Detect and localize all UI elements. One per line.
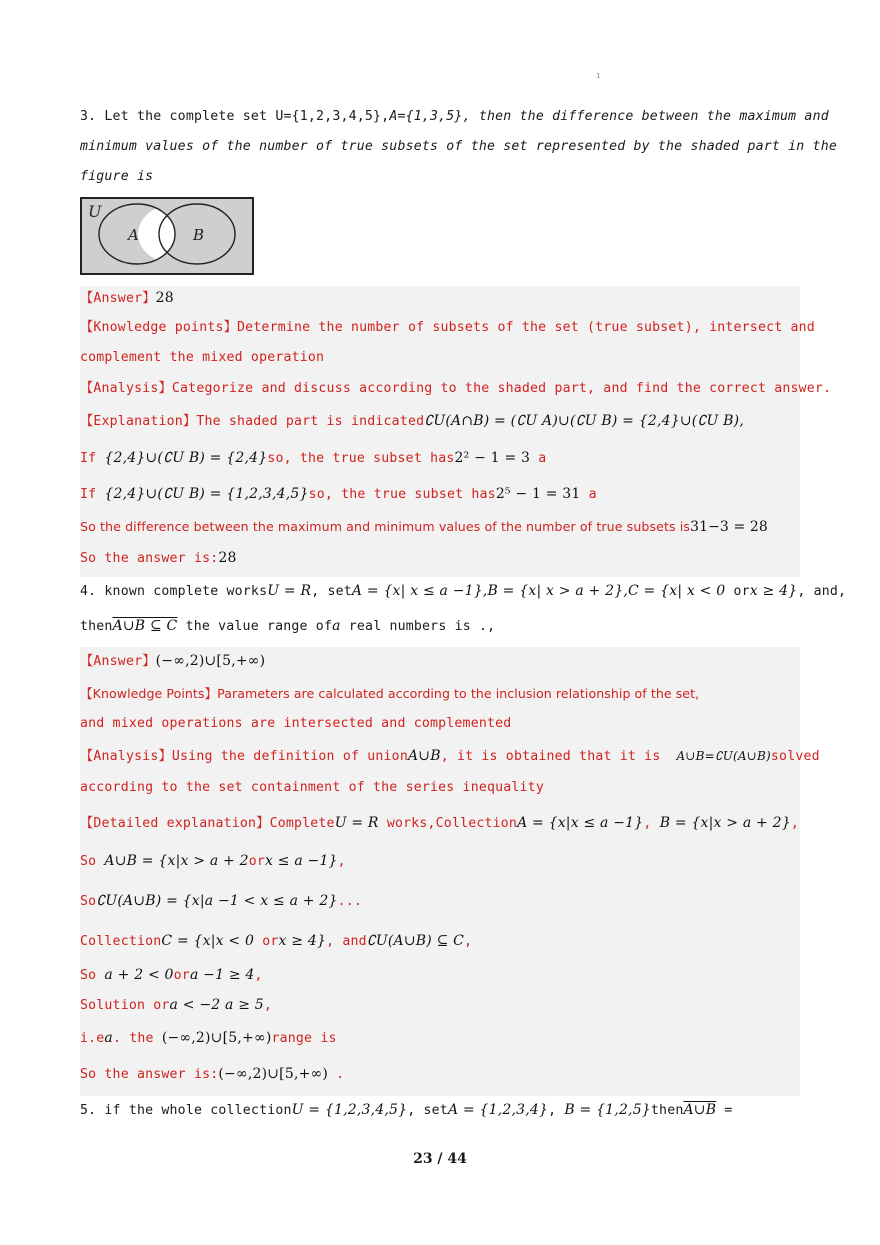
q4-complement-step (80, 891, 800, 912)
q5-formula-b: B = {1,2,5} (564, 1102, 651, 1118)
q4-text-then: then (80, 619, 113, 634)
detail-text-c: , (643, 816, 660, 831)
case1-count: 2² − 1 = 3 (454, 450, 531, 466)
analysis-label: 【Analysis】 (80, 381, 172, 396)
q4-stem-line1 (80, 581, 847, 602)
ie-var: a (104, 1030, 113, 1046)
ie-range: (−∞,2)∪[5,+∞) (161, 1030, 272, 1046)
q4-knowledge-points-cont: and mixed operations are intersected and complemented (80, 716, 512, 731)
q4-union-step (80, 851, 800, 872)
q5-formula-u: U = {1,2,3,4,5} (291, 1102, 408, 1118)
q3-answer (80, 288, 800, 309)
q4-final-answer (80, 1064, 800, 1085)
venn-label-u: U (88, 202, 102, 221)
q3-line1 (80, 107, 829, 127)
explanation-text: The shaded part is indicated (196, 414, 425, 429)
step-so: So (80, 968, 105, 983)
detail-text-d: , (790, 816, 799, 831)
q4-text-end: real numbers is ., (340, 619, 496, 634)
q5-formula-a: A = {1,2,3,4} (447, 1102, 549, 1118)
detail-formula-b: B = {x|x > a + 2} (659, 815, 791, 831)
q3-final-answer (80, 548, 800, 569)
collection-formula-b: x ≥ 4} (278, 933, 327, 949)
q4-range-step (80, 1028, 800, 1049)
answer-label: 【Answer】 (80, 291, 156, 306)
kp-text: Determine the number of subsets of the set (true subset), intersect and (237, 320, 815, 335)
q5-text-a: 5. if the whole collection (80, 1103, 292, 1118)
union-formula-b: x ≤ a −1} (265, 853, 338, 869)
page-mark: 1 (596, 72, 601, 80)
collection-end: , (464, 934, 473, 949)
solution-end: , (263, 998, 273, 1013)
detail-text-b: works,Collection (378, 816, 518, 831)
q4-text-a: 4. known complete works (80, 584, 268, 599)
analysis-label: 【Analysis】 (80, 749, 172, 764)
final-answer-text: So the answer is: (80, 1067, 219, 1082)
q3-stem-b: A={1,3,5}, then the difference between the maximum and (389, 109, 829, 124)
analysis-text-a: Using the definition of union (171, 749, 408, 764)
ie-range-text: range is (271, 1031, 337, 1046)
answer-value: (−∞,2)∪[5,+∞) (155, 653, 266, 669)
q5-text-eq: = (716, 1103, 733, 1118)
case1-if: If (80, 451, 105, 466)
q3-so-difference (80, 517, 800, 537)
step-ellipsis: ... (337, 894, 362, 909)
q4-text-range: the value range of (177, 619, 333, 634)
explanation-label: 【Explanation】 (80, 414, 197, 429)
q4-knowledge-points (80, 684, 800, 704)
inequality-a: a + 2 < 0 (104, 967, 174, 983)
q3-case2 (80, 484, 800, 505)
detail-formula-u: U = R (334, 815, 379, 831)
step-end: , (254, 968, 263, 983)
venn-label-b: B (193, 226, 205, 244)
case1-text: so, the true subset has (267, 451, 455, 466)
q3-knowledge-points (80, 318, 815, 338)
kp-text: Parameters are calculated according to the inclusion relationship of the set, (217, 686, 700, 701)
detail-label: 【Detailed explanation】 (80, 816, 270, 831)
q3-stem-a: 3. Let the complete set U={1,2,3,4,5}, (80, 109, 390, 124)
collection-formula-c: ∁U(A∪B) ⊆ C (366, 933, 465, 949)
q4-var-a: a (332, 618, 341, 634)
q3-line2: minimum values of the number of true subsets of the set represented by the shaded part in the (80, 139, 837, 154)
q4-formula-u: U = R (267, 583, 312, 599)
explanation-formula: ∁U(A∩B) = (∁U A)∪(∁U B) = {2,4}∪(∁U B), (424, 413, 744, 429)
ie-label: i.e (80, 1031, 105, 1046)
venn-diagram (80, 197, 254, 275)
kp-label: 【Knowledge Points】 (80, 686, 218, 701)
case2-formula: {2,4}∪(∁U B) = {1,2,3,4,5} (104, 486, 309, 502)
kp-label: 【Knowledge points】 (80, 320, 238, 335)
q3-explanation (80, 411, 800, 432)
q4-detailed-explanation (80, 813, 800, 834)
case2-if: If (80, 487, 105, 502)
q3-analysis (80, 379, 832, 399)
q4-solution-step (80, 995, 800, 1016)
detail-formula-a: A = {x|x ≤ a −1} (517, 815, 644, 831)
q4-analysis-cont: according to the set containment of the series inequality (80, 780, 544, 795)
final-answer-value: 28 (218, 550, 237, 566)
q4-text-and: , and, (797, 584, 847, 599)
step-or: or (248, 854, 265, 869)
union-formula-a: A∪B = {x|x > a + 2 (104, 853, 249, 869)
q3-case1 (80, 448, 800, 469)
solution-formula: a < −2 a ≥ 5 (169, 997, 264, 1013)
final-answer-text: So the answer is: (80, 551, 219, 566)
q4-answer (80, 651, 800, 672)
q4-formula-sets: A = {x| x ≤ a −1},B = {x| x > a + 2},C = {x| x < 0 (351, 583, 726, 599)
page-number: 23 / 44 (413, 1151, 467, 1167)
answer-label: 【Answer】 (80, 654, 156, 669)
q5-stem (80, 1100, 800, 1121)
q3-line3: figure is (80, 169, 154, 184)
case1-formula: {2,4}∪(∁U B) = {2,4} (104, 450, 268, 466)
q5-formula-union: A∪B (683, 1102, 717, 1118)
q5-text-then: then (650, 1103, 684, 1118)
case2-unit: a (580, 487, 597, 502)
collection-and: , and (326, 934, 367, 949)
final-answer-value: (−∞,2)∪[5,+∞) (218, 1066, 329, 1082)
difference-formula: 31−3 = 28 (690, 519, 768, 535)
q4-text-or: or (725, 584, 750, 599)
case2-count: 2⁵ − 1 = 31 (495, 486, 581, 502)
q4-inequality-step (80, 965, 800, 986)
q3-knowledge-points-cont: complement the mixed operation (80, 350, 325, 365)
q5-text-b: , set (407, 1103, 448, 1118)
q4-formula-c-end: x ≥ 4} (749, 583, 798, 599)
step-or: or (173, 968, 190, 983)
step-so: So (80, 894, 97, 909)
q4-text-b: , set (311, 584, 352, 599)
collection-or: or (254, 934, 279, 949)
complement-formula: ∁U(A∪B) = {x|a −1 < x ≤ a + 2} (96, 893, 338, 909)
step-end: , (337, 854, 346, 869)
analysis-formula-2: A∪B=∁U(A∪B) (676, 749, 771, 763)
inequality-b: a −1 ≥ 4 (189, 967, 255, 983)
ie-text: . the (112, 1031, 162, 1046)
case2-text: so, the true subset has (308, 487, 496, 502)
q4-formula-subset: A∪B ⊆ C (112, 618, 178, 634)
detail-text-a: Complete (269, 816, 335, 831)
q4-collection-step (80, 931, 800, 952)
final-answer-end: . (328, 1067, 345, 1082)
analysis-text-c: solved (770, 749, 820, 764)
analysis-formula-1: A∪B (407, 748, 441, 764)
solution-label: Solution or (80, 998, 170, 1013)
q4-stem-line2 (80, 616, 800, 637)
case1-unit: a (530, 451, 547, 466)
analysis-text: Categorize and discuss according to the shaded part, and find the correct answer. (171, 381, 832, 396)
q4-analysis (80, 746, 820, 767)
analysis-text-b: , it is obtained that it is (440, 749, 661, 764)
difference-text: So the difference between the maximum and minimum values of the number of true subsets is (80, 519, 691, 534)
step-so: So (80, 854, 105, 869)
collection-label: Collection (80, 934, 162, 949)
venn-label-a: A (128, 226, 139, 244)
collection-formula-a: C = {x|x < 0 (161, 933, 255, 949)
q5-text-c: , (548, 1103, 565, 1118)
answer-value: 28 (155, 290, 174, 306)
